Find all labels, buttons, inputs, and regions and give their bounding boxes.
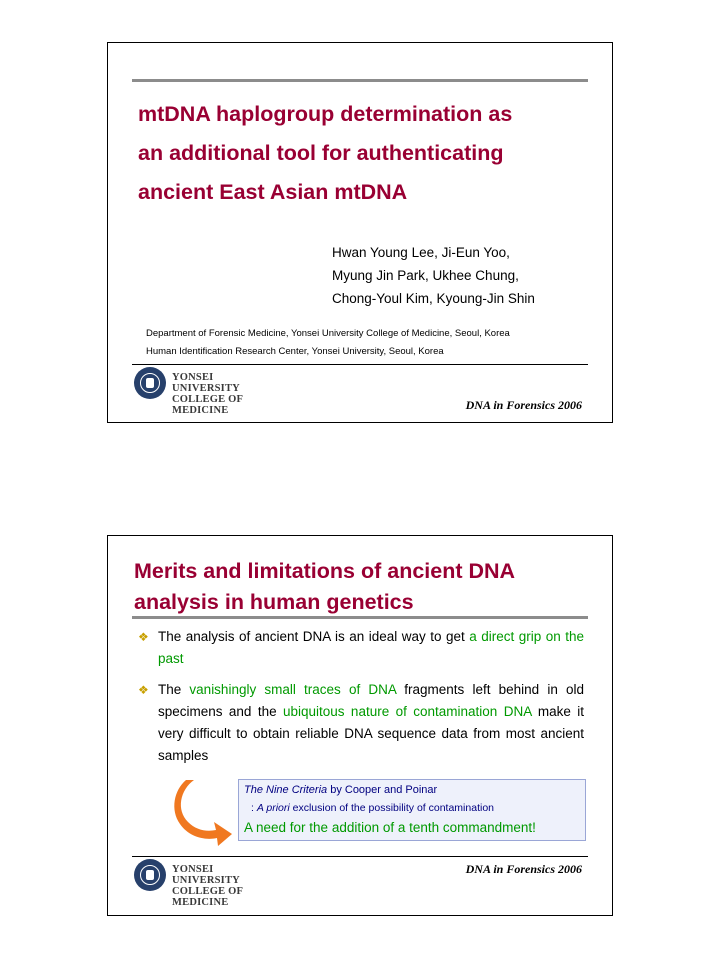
bullet-item: ❖ The vanishingly small traces of DNA fragments left behind in old specimens and the ubiquitous nature of contamination DNA make it very difficult to obtain reliable DNA sequence data from most ancient samples: [138, 679, 584, 767]
diamond-bullet-icon: ❖: [138, 630, 149, 644]
conference-footer: DNA in Forensics 2006: [465, 398, 582, 412]
criteria-callout: The Nine Criteria by Cooper and Poinar : A priori exclusion of the possibility of contamination A need for the addition of a tenth commandment!: [238, 779, 586, 841]
footer-rule: [132, 364, 588, 365]
curved-arrow-icon: [170, 776, 236, 846]
bullet-item: ❖ The analysis of ancient DNA is an ideal way to get a direct grip on the past: [138, 626, 584, 670]
conference-footer: DNA in Forensics 2006: [465, 862, 582, 876]
diamond-bullet-icon: ❖: [138, 683, 149, 697]
university-logo: YONSEI UNIVERSITY COLLEGE OF MEDICINE: [134, 859, 284, 893]
slide-title: Merits and limitations of ancient DNA analysis in human genetics: [134, 559, 516, 614]
university-seal-icon: [134, 367, 166, 399]
slide-title: mtDNA haplogroup determination as an additional tool for authenticating ancient East Asian mtDNA: [138, 102, 513, 204]
affiliations: Department of Forensic Medicine, Yonsei University College of Medicine, Seoul, Korea Human Identification Research Center, Yonsei University, Seoul, Korea: [146, 328, 510, 357]
author-list: Hwan Young Lee, Ji-Eun Yoo, Myung Jin Park, Ukhee Chung, Chong-Youl Kim, Kyoung-Jin Shin: [332, 245, 535, 306]
content-slide: [107, 535, 613, 916]
university-seal-icon: [134, 859, 166, 891]
header-rule: [132, 79, 588, 82]
title-slide: [107, 42, 613, 423]
header-rule: [132, 616, 588, 619]
footer-rule: [132, 856, 588, 857]
university-logo: YONSEI UNIVERSITY COLLEGE OF MEDICINE: [134, 367, 284, 401]
